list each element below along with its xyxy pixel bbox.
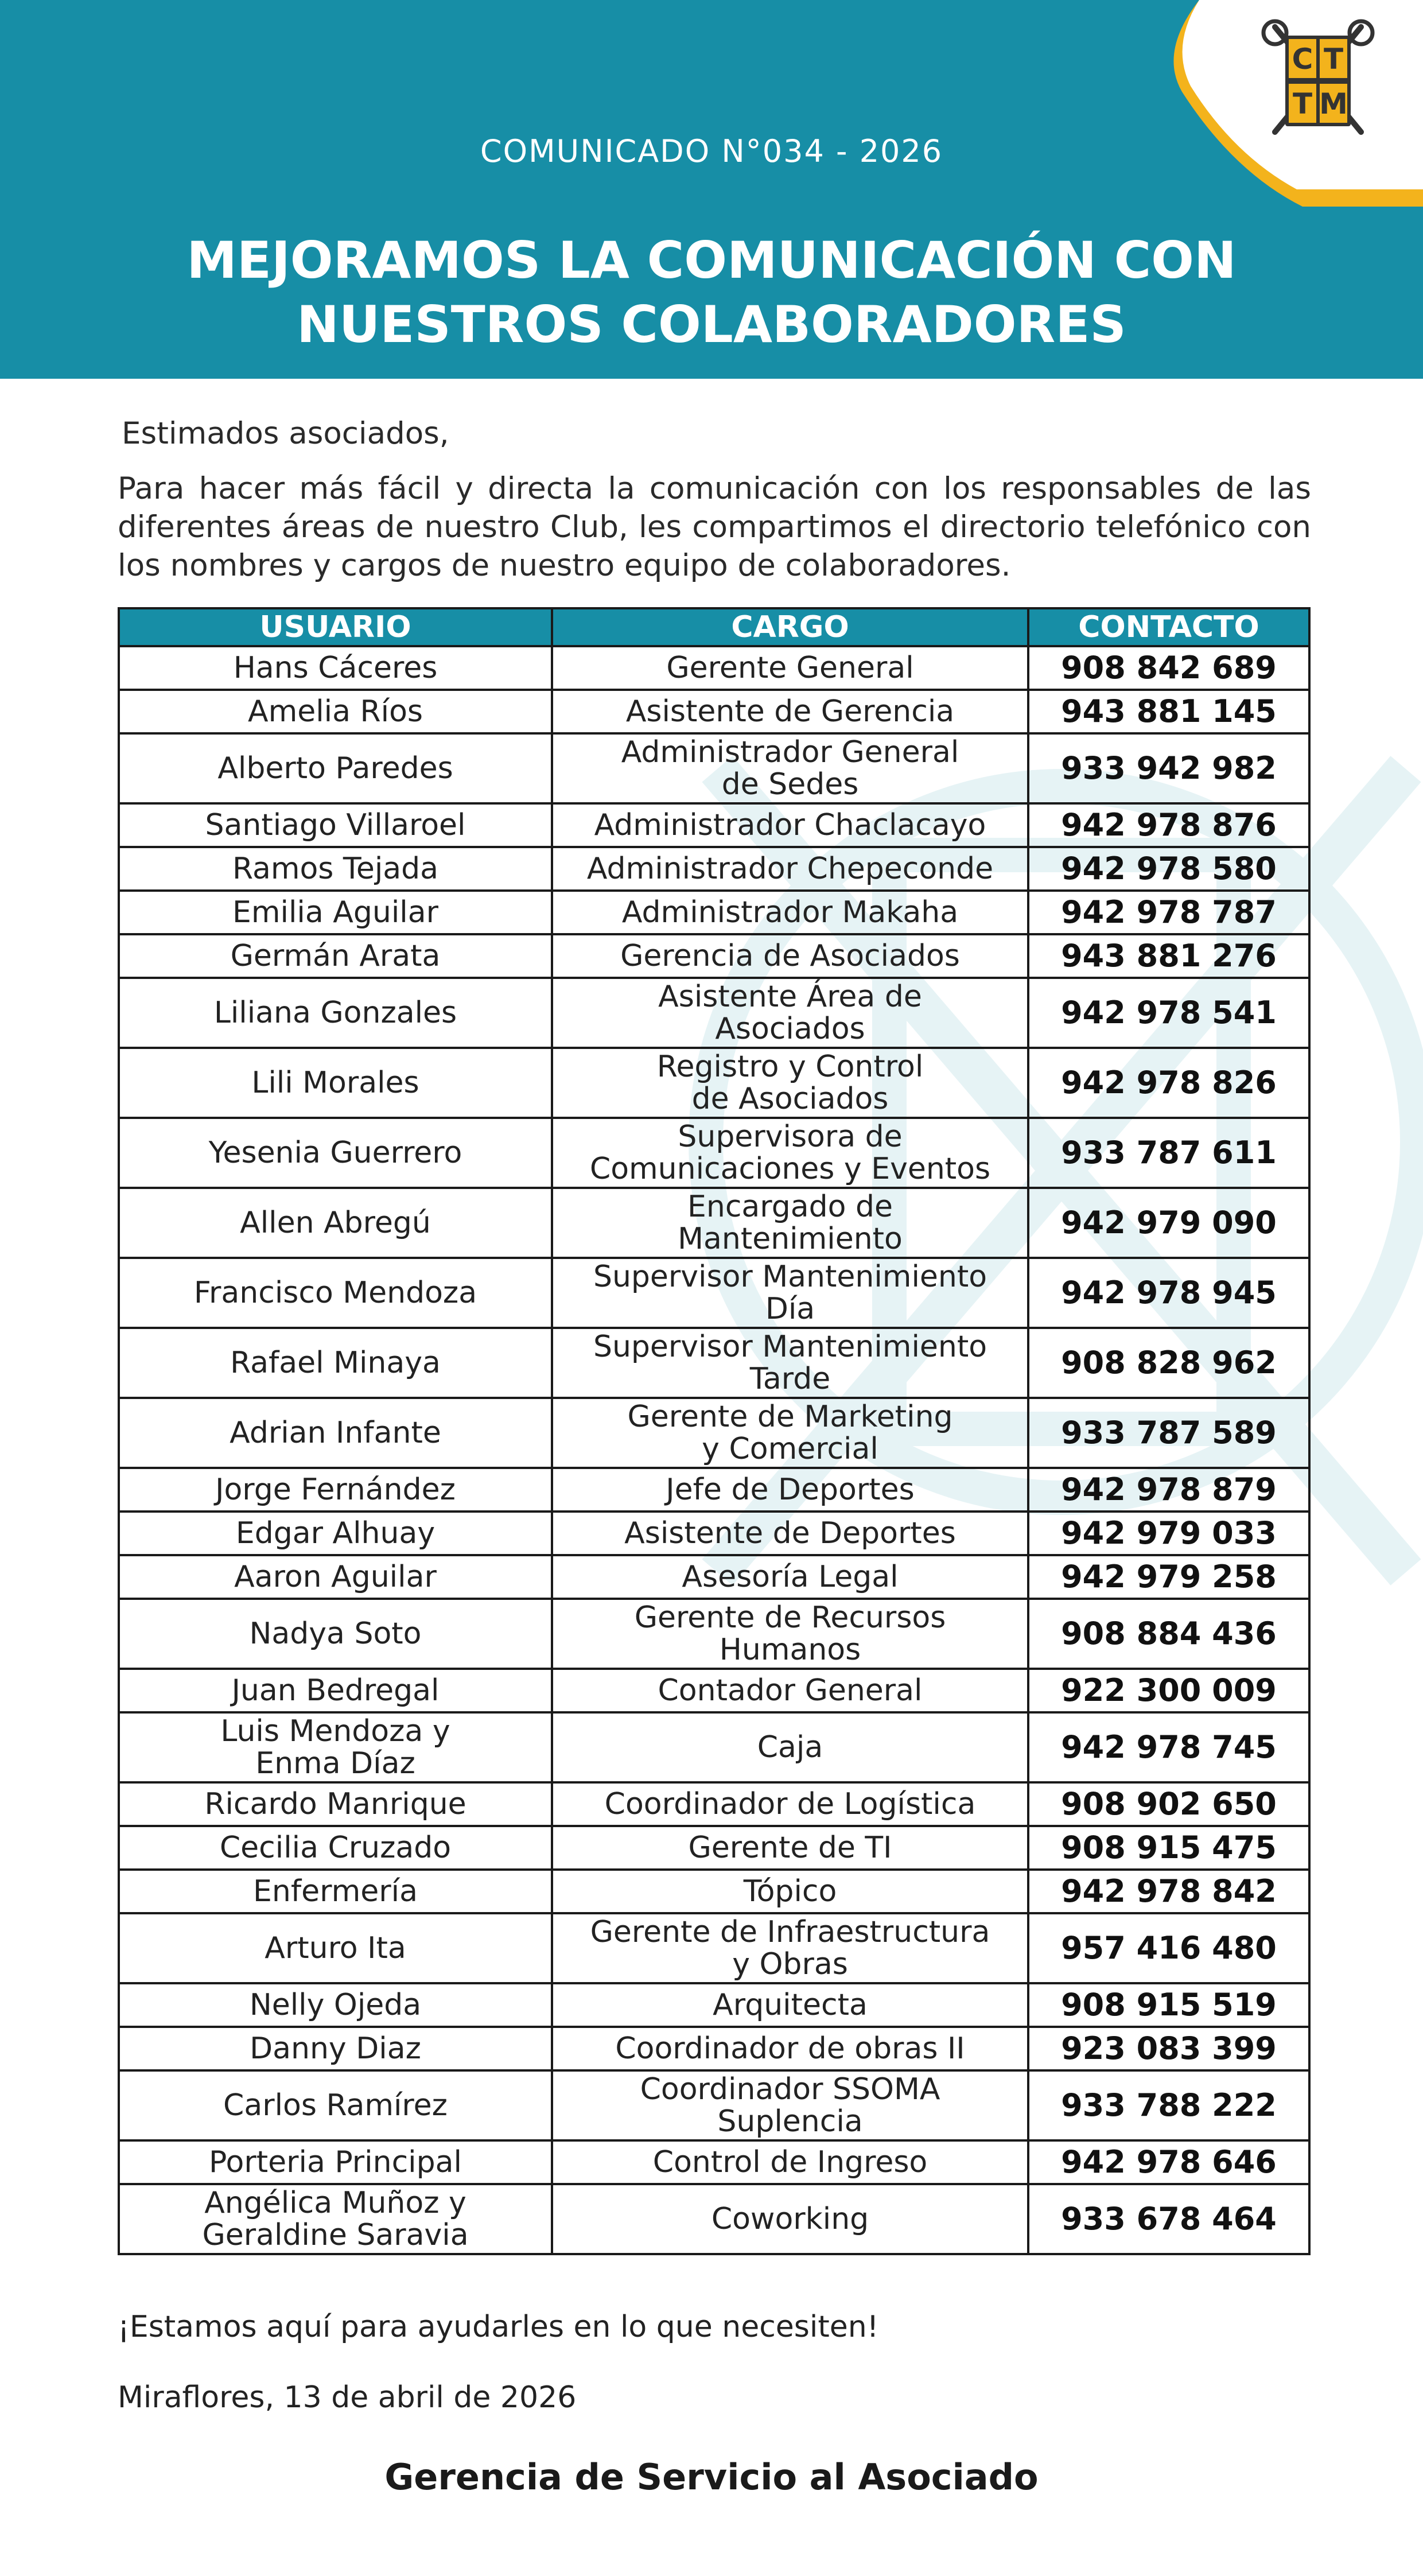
role-cell [552,646,1028,690]
user-cell-line: Enma Díaz [255,1746,415,1781]
role-cell-line: Coordinador de Logística [604,1787,976,1821]
role-cell-line: Contador General [658,1673,923,1708]
role-cell-line: Supervisor Mantenimiento [593,1260,987,1294]
table-row [119,1512,1309,1555]
user-cell [119,646,552,690]
table-row [119,934,1309,978]
user-cell-line: Aaron Aguilar [234,1560,437,1594]
user-cell [119,891,552,934]
place-date: Miraflores, 13 de abril de 2026 [118,2380,577,2415]
role-cell [552,1983,1028,2027]
role-cell [552,1048,1028,1118]
intro-paragraph: Para hacer más fácil y directa la comunicación con los responsables de las diferentes áreas de nuestro Club, les compartimos el directorio telefónico con los nombres y cargos de nuestro equipo de colaboradores. [118,471,1311,583]
user-cell-line: Cecilia Cruzado [219,1831,452,1865]
role-cell-line: Suplencia [717,2104,863,2139]
role-cell-line: Registro y Control [656,1050,924,1084]
role-cell-line: de Asociados [691,1082,889,1116]
role-cell-line: Gerente de Marketing [627,1400,953,1434]
table-row [119,1398,1309,1468]
user-cell-line: Nadya Soto [249,1617,422,1651]
role-cell [552,1398,1028,1468]
table-row [119,1599,1309,1669]
role-cell-line: Gerente General [666,651,914,685]
role-cell [552,847,1028,891]
role-cell-line: Supervisor Mantenimiento [593,1330,987,1364]
user-cell [119,1512,552,1555]
user-cell [119,1782,552,1826]
user-cell [119,847,552,891]
table-body [119,646,1309,2254]
phone-cell[interactable]: 908 842 689 [1028,646,1309,690]
role-cell-line: Comunicaciones y Eventos [589,1152,991,1186]
column-header-contact: CONTACTO [1028,608,1309,646]
table-row [119,646,1309,690]
phone-cell[interactable]: 942 978 876 [1028,803,1309,847]
table-row [119,1669,1309,1712]
user-cell-line: Allen Abregú [240,1206,431,1240]
user-cell-line: Yesenia Guerrero [208,1136,462,1170]
user-cell-line: Alberto Paredes [217,751,453,786]
user-cell [119,1048,552,1118]
role-cell-line: de Sedes [721,767,859,802]
role-cell-line: Coworking [711,2202,869,2236]
user-cell-line: Ramos Tejada [232,852,439,886]
phone-cell[interactable]: 942 979 258 [1028,1555,1309,1599]
user-cell [119,690,552,733]
table-header-row [119,608,1309,646]
user-cell-line: Emilia Aguilar [232,895,438,930]
role-cell [552,2140,1028,2184]
title-line: MEJORAMOS LA COMUNICACIÓN CON [186,231,1237,290]
user-cell [119,1468,552,1512]
user-cell [119,803,552,847]
role-cell-line: Asistente de Gerencia [625,694,955,729]
directory-table-wrapper [118,607,1308,2255]
table-row [119,1048,1309,1118]
user-cell [119,1258,552,1328]
user-cell-line: Ricardo Manrique [204,1787,466,1821]
role-cell-line: Tarde [749,1362,831,1396]
table-row [119,1983,1309,2027]
user-cell [119,1555,552,1599]
table-row [119,1258,1309,1328]
user-cell-line: Porteria Principal [209,2145,462,2179]
table-row [119,1913,1309,1983]
phone-cell[interactable]: 933 788 222 [1028,2070,1309,2140]
user-cell-line: Juan Bedregal [231,1673,440,1708]
role-cell-line: Coordinador de obras II [615,2031,965,2066]
user-cell-line: Angélica Muñoz y [204,2186,466,2220]
user-cell [119,1669,552,1712]
user-cell [119,2140,552,2184]
role-cell-line: Gerente de Recursos [634,1600,946,1635]
role-cell [552,1712,1028,1782]
user-cell [119,1870,552,1913]
phone-cell[interactable]: 933 787 589 [1028,1398,1309,1468]
role-cell-line: Administrador Chepeconde [586,852,994,886]
role-cell [552,1118,1028,1188]
role-cell [552,1913,1028,1983]
user-cell-line: Luis Mendoza y [220,1714,450,1749]
role-cell-line: Jefe de Deportes [666,1472,915,1507]
role-cell [552,934,1028,978]
user-cell-line: Rafael Minaya [230,1346,441,1380]
role-cell [552,1669,1028,1712]
role-cell [552,733,1028,803]
signature: Gerencia de Servicio al Asociado [384,2456,1039,2498]
logo-letter: T [1292,87,1313,121]
user-cell-line: Danny Diaz [250,2031,421,2066]
column-header-role: CARGO [552,608,1028,646]
user-cell-line: Geraldine Saravia [202,2218,469,2252]
user-cell [119,1328,552,1398]
greeting: Estimados asociados, [122,416,449,451]
table-row [119,2184,1309,2254]
table-row [119,847,1309,891]
role-cell [552,1555,1028,1599]
role-cell-line: Asistente de Deportes [624,1516,956,1551]
user-cell [119,934,552,978]
user-cell [119,1398,552,1468]
role-cell-line: Control de Ingreso [652,2145,928,2179]
phone-cell[interactable]: 942 978 787 [1028,891,1309,934]
table-row [119,733,1309,803]
table-row [119,1188,1309,1258]
role-cell-line: y Comercial [702,1432,878,1466]
role-cell [552,1188,1028,1258]
user-cell [119,2184,552,2254]
user-cell-line: Germán Arata [230,939,441,973]
user-cell [119,2027,552,2070]
phone-cell[interactable]: 908 828 962 [1028,1328,1309,1398]
title-line: NUESTROS COLABORADORES [297,295,1126,354]
table-row [119,1118,1309,1188]
user-cell [119,1118,552,1188]
table-row [119,2027,1309,2070]
table-row [119,2070,1309,2140]
user-cell [119,733,552,803]
user-cell-line: Edgar Alhuay [235,1516,436,1551]
phone-cell[interactable]: 942 978 826 [1028,1048,1309,1118]
role-cell-line: Mantenimiento [678,1222,903,1256]
table-row [119,1782,1309,1826]
user-cell-line: Santiago Villaroel [205,808,466,842]
phone-cell[interactable]: 933 787 611 [1028,1118,1309,1188]
phone-cell[interactable]: 908 902 650 [1028,1782,1309,1826]
logo-letter: T [1323,42,1344,76]
table-row [119,803,1309,847]
role-cell-line: Día [765,1292,815,1326]
role-cell-line: Asistente Área de [658,980,922,1014]
user-cell-line: Adrian Infante [230,1416,441,1450]
role-cell [552,2027,1028,2070]
phone-cell[interactable]: 942 978 879 [1028,1468,1309,1512]
role-cell [552,803,1028,847]
user-cell [119,1599,552,1669]
role-cell-line: Encargado de [687,1190,893,1224]
role-cell-line: Caja [757,1730,823,1765]
phone-cell[interactable]: 942 978 541 [1028,978,1309,1048]
table-row [119,1555,1309,1599]
logo-letter: C [1292,42,1313,76]
phone-cell[interactable]: 942 979 090 [1028,1188,1309,1258]
directory-table [118,607,1311,2255]
phone-cell[interactable]: 933 678 464 [1028,2184,1309,2254]
communique-number: COMUNICADO N°034 - 2026 [480,133,943,169]
user-cell [119,1826,552,1870]
phone-cell[interactable]: 943 881 276 [1028,934,1309,978]
role-cell-line: Asesoría Legal [682,1560,899,1594]
page-title [0,228,1423,357]
table-row [119,1328,1309,1398]
user-cell-line: Arturo Ita [265,1931,406,1965]
phone-cell[interactable]: 942 978 580 [1028,847,1309,891]
phone-cell[interactable]: 933 942 982 [1028,733,1309,803]
phone-cell[interactable]: 942 979 033 [1028,1512,1309,1555]
role-cell-line: Gerente de TI [688,1831,892,1865]
table-row [119,978,1309,1048]
phone-cell[interactable]: 942 978 745 [1028,1712,1309,1782]
phone-cell[interactable]: 923 083 399 [1028,2027,1309,2070]
role-cell [552,1258,1028,1328]
table-row [119,2140,1309,2184]
user-cell-line: Nelly Ojeda [249,1988,422,2022]
role-cell [552,1328,1028,1398]
role-cell [552,1826,1028,1870]
phone-cell[interactable]: 943 881 145 [1028,690,1309,733]
role-cell-line: Administrador Chaclacayo [594,808,986,842]
phone-cell[interactable]: 942 978 945 [1028,1258,1309,1328]
role-cell-line: Gerencia de Asociados [620,939,960,973]
role-cell [552,2184,1028,2254]
role-cell [552,1599,1028,1669]
role-cell-line: Tópico [743,1874,837,1909]
user-cell [119,978,552,1048]
table-row [119,1712,1309,1782]
role-cell [552,891,1028,934]
user-cell-line: Liliana Gonzales [213,996,457,1030]
user-cell-line: Lili Morales [251,1066,419,1100]
role-cell [552,1512,1028,1555]
user-cell [119,1913,552,1983]
table-row [119,1826,1309,1870]
role-cell-line: Coordinador SSOMA [640,2072,940,2107]
user-cell [119,1983,552,2027]
role-cell-line: Humanos [719,1633,861,1667]
role-cell-line: Supervisora de [678,1120,903,1154]
user-cell-line: Amelia Ríos [248,694,423,729]
user-cell-line: Enfermería [253,1874,418,1909]
role-cell [552,978,1028,1048]
phone-cell[interactable]: 942 978 842 [1028,1870,1309,1913]
role-cell [552,690,1028,733]
user-cell [119,1188,552,1258]
table-row [119,891,1309,934]
role-cell-line: Arquitecta [713,1988,868,2022]
header-banner [0,0,1423,379]
phone-cell[interactable]: 908 915 475 [1028,1826,1309,1870]
logo-letter: M [1319,87,1348,121]
user-cell-line: Francisco Mendoza [193,1276,477,1310]
phone-cell[interactable]: 957 416 480 [1028,1913,1309,1983]
table-row [119,1870,1309,1913]
table-row [119,1468,1309,1512]
role-cell [552,1782,1028,1826]
closing-message: ¡Estamos aquí para ayudarles en lo que necesiten! [118,2310,879,2344]
user-cell [119,2070,552,2140]
role-cell-line: y Obras [732,1947,848,1981]
role-cell-line: Gerente de Infraestructura [590,1915,990,1949]
phone-cell[interactable]: 922 300 009 [1028,1669,1309,1712]
phone-cell[interactable]: 942 978 646 [1028,2140,1309,2184]
role-cell-line: Administrador General [621,735,959,770]
user-cell-line: Hans Cáceres [233,651,438,685]
role-cell [552,2070,1028,2140]
phone-cell[interactable]: 908 915 519 [1028,1983,1309,2027]
table-row [119,690,1309,733]
user-cell-line: Carlos Ramírez [223,2088,448,2123]
role-cell-line: Administrador Makaha [621,895,959,930]
club-logo [1148,0,1423,207]
phone-cell[interactable]: 908 884 436 [1028,1599,1309,1669]
role-cell [552,1468,1028,1512]
role-cell-line: Asociados [715,1012,865,1046]
column-header-user: USUARIO [119,608,552,646]
role-cell [552,1870,1028,1913]
user-cell-line: Jorge Fernández [215,1472,456,1507]
user-cell [119,1712,552,1782]
